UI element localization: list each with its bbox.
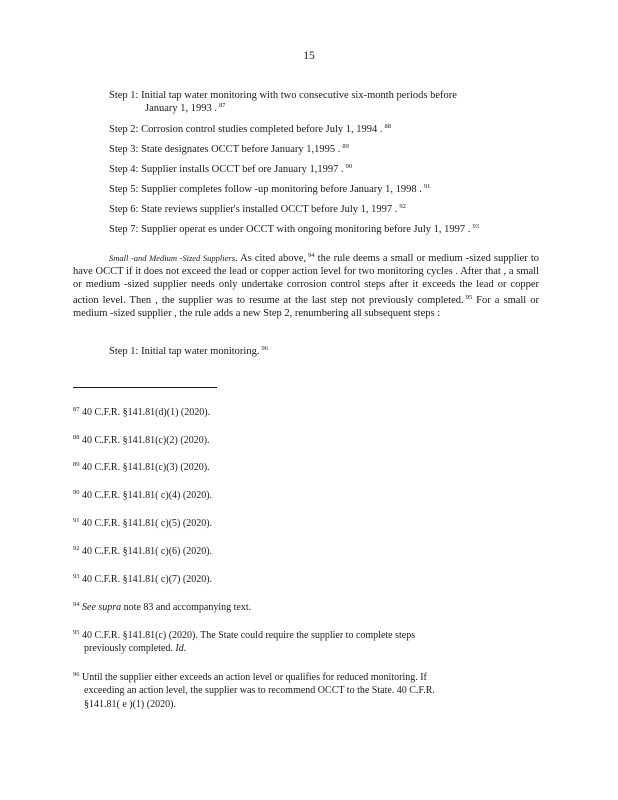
footnote-separator <box>73 387 217 388</box>
footnote-95-line2: previously completed. Id. <box>84 643 187 654</box>
footnote-ref: 93 <box>472 223 479 230</box>
footnote-91: $^{91}$ 40 C.F.R. §141.81( c)(5) (2020). <box>73 517 213 529</box>
footnote-ref: 94 <box>308 252 315 259</box>
step-7: Step 7: Supplier operat es under OCCT with ongoing monitoring before July 1, 1997 . $^{93}$ <box>109 223 479 235</box>
page-number: 15 <box>303 50 315 62</box>
footnote-ref: 96 <box>261 345 268 352</box>
step-5: Step 5: Supplier completes follow -up monitoring before January 1, 1998 . $^{91}$ <box>109 183 431 195</box>
footnote-94: $^{94}$ See supra note 83 and accompanying text. <box>73 601 252 613</box>
footnote-89: $^{89}$ 40 C.F.R. §141.81(c)(3) (2020). <box>73 461 210 473</box>
footnote-ref: 88 <box>384 123 392 130</box>
footnote-ref: 90 <box>345 163 353 170</box>
footnote-96-line2: exceeding an action level, the supplier was to recommend OCCT to the State. 40 C.F.R. <box>84 685 435 696</box>
footnote-ref: 87 <box>219 102 226 109</box>
step-2: Step 2: Corrosion control studies completed before July 1, 1994 . $^{88}$ <box>109 123 392 135</box>
footnote-95: $^{95}$ 40 C.F.R. §141.81(c) (2020). The State could require the supplier to complete steps <box>73 629 416 641</box>
footnote-ref: 91 <box>423 183 431 190</box>
step-4: Step 4: Supplier installs OCCT bef ore January 1,1997 . $^{90}$ <box>109 163 353 175</box>
step-3: Step 3: State designates OCCT before January 1,1995 . $^{89}$ <box>109 143 349 155</box>
footnote-96-line3: §141.81( e )(1) (2020). <box>84 699 176 710</box>
step-1-line2: January 1, 1993 . $^{87}$ <box>145 102 226 114</box>
body-paragraph: Small -and Medium -Sized Suppliers. As cited above, $^{94}$ the rule deems a small or medium -sized supplier to have OCCT if it does not exceed the lead or copper action level for two monitoring cycles . After that , a small or medium -sized supplier needs only undertake corrosion control steps after it exceeds the lead or copper action level. Then , the supplier was to resume at the last step not previously completed. $^{95}$ For a small or medium -sized supplier , the rule adds a new Step 2, renumbering all subsequent steps : <box>73 252 540 319</box>
footnote-87: $^{87}$ 40 C.F.R. §141.81(d)(1) (2020). <box>73 406 211 418</box>
footnote-ref: 89 <box>342 143 349 150</box>
footnote-90: $^{90}$ 40 C.F.R. §141.81( c)(4) (2020). <box>73 489 213 501</box>
footnote-93: $^{93}$ 40 C.F.R. §141.81( c)(7) (2020). <box>73 573 213 585</box>
section-heading: Small -and Medium -Sized Suppliers <box>109 253 236 263</box>
new-step-1: Step 1: Initial tap water monitoring. $^{96}$ <box>109 345 268 357</box>
footnote-88: $^{88}$ 40 C.F.R. §141.81(c)(2) (2020). <box>73 434 210 446</box>
step-6: Step 6: State reviews supplier's installed OCCT before July 1, 1997 . $^{92}$ <box>109 203 406 215</box>
footnote-ref: 95 <box>465 294 473 301</box>
footnote-ref: 92 <box>399 203 406 210</box>
footnote-96: $^{96}$ Until the supplier either exceeds an action level or qualifies for reduced monitoring. If <box>73 671 427 683</box>
step-1-line1: Step 1: Initial tap water monitoring with two consecutive six-month periods before <box>109 90 457 101</box>
footnote-92: $^{92}$ 40 C.F.R. §141.81( c)(6) (2020). <box>73 545 213 557</box>
